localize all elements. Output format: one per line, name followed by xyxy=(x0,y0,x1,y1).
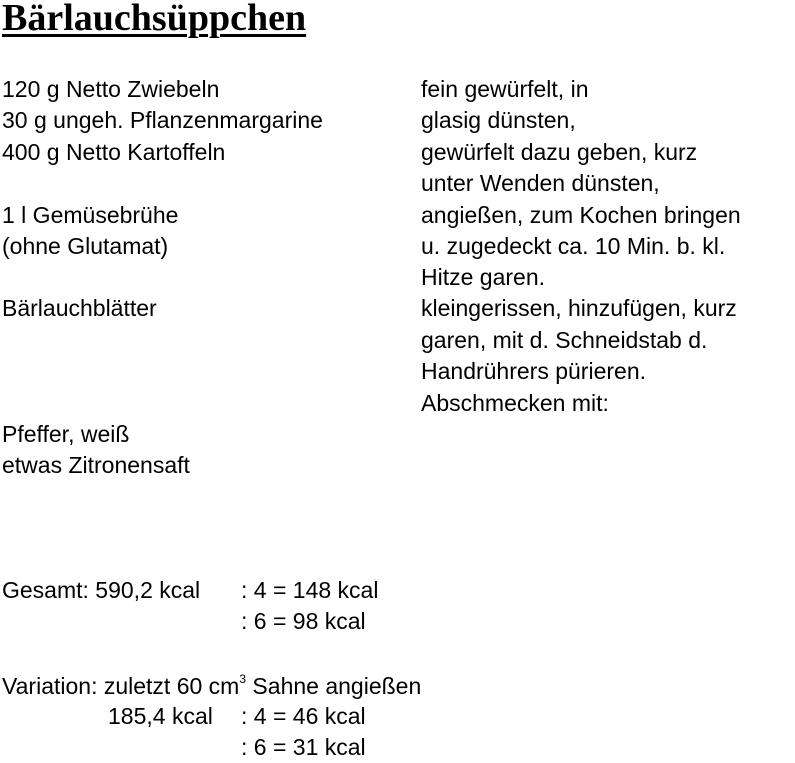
recipe-title: Bärlauchsüppchen xyxy=(2,0,307,39)
instruction-line: Handrührers pürieren. xyxy=(421,358,647,384)
variation-per-4-servings: : 4 = 46 kcal xyxy=(241,703,366,729)
instruction-line: angießen, zum Kochen bringen xyxy=(421,202,741,228)
ingredient-onions: 120 g Netto Zwiebeln xyxy=(2,76,220,102)
instruction-line: fein gewürfelt, in xyxy=(421,76,589,102)
variation-kcal: 185,4 kcal xyxy=(108,703,213,729)
variation-text-cont: Sahne angießen xyxy=(246,673,422,699)
variation-superscript: 3 xyxy=(239,672,247,686)
ingredient-lemon-juice: etwas Zitronensaft xyxy=(2,452,190,478)
total-per-6-servings: : 6 = 98 kcal xyxy=(241,608,366,634)
variation-text: Variation: zuletzt 60 cm xyxy=(2,673,240,699)
total-per-4-servings: : 4 = 148 kcal xyxy=(241,577,379,603)
instruction-line: unter Wenden dünsten, xyxy=(421,170,660,196)
total-kcal-label: Gesamt: 590,2 kcal xyxy=(2,577,201,603)
ingredient-potatoes: 400 g Netto Kartoffeln xyxy=(2,139,226,165)
instruction-line: Hitze garen. xyxy=(421,264,546,290)
instruction-line: garen, mit d. Schneidstab d. xyxy=(421,327,708,353)
ingredient-broth: 1 l Gemüsebrühe xyxy=(2,202,179,228)
instruction-line: Abschmecken mit: xyxy=(421,390,609,416)
variation-per-6-servings: : 6 = 31 kcal xyxy=(241,734,366,760)
ingredient-pepper: Pfeffer, weiß xyxy=(2,421,130,447)
instruction-line: gewürfelt dazu geben, kurz xyxy=(421,139,698,165)
ingredient-margarine: 30 g ungeh. Pflanzenmargarine xyxy=(2,107,323,133)
instruction-line: glasig dünsten, xyxy=(421,107,576,133)
ingredient-wild-garlic: Bärlauchblätter xyxy=(2,295,157,321)
instruction-line: kleingerissen, hinzufügen, kurz xyxy=(421,295,737,321)
instruction-line: u. zugedeckt ca. 10 Min. b. kl. xyxy=(421,233,726,259)
ingredient-broth-note: (ohne Glutamat) xyxy=(2,233,169,259)
